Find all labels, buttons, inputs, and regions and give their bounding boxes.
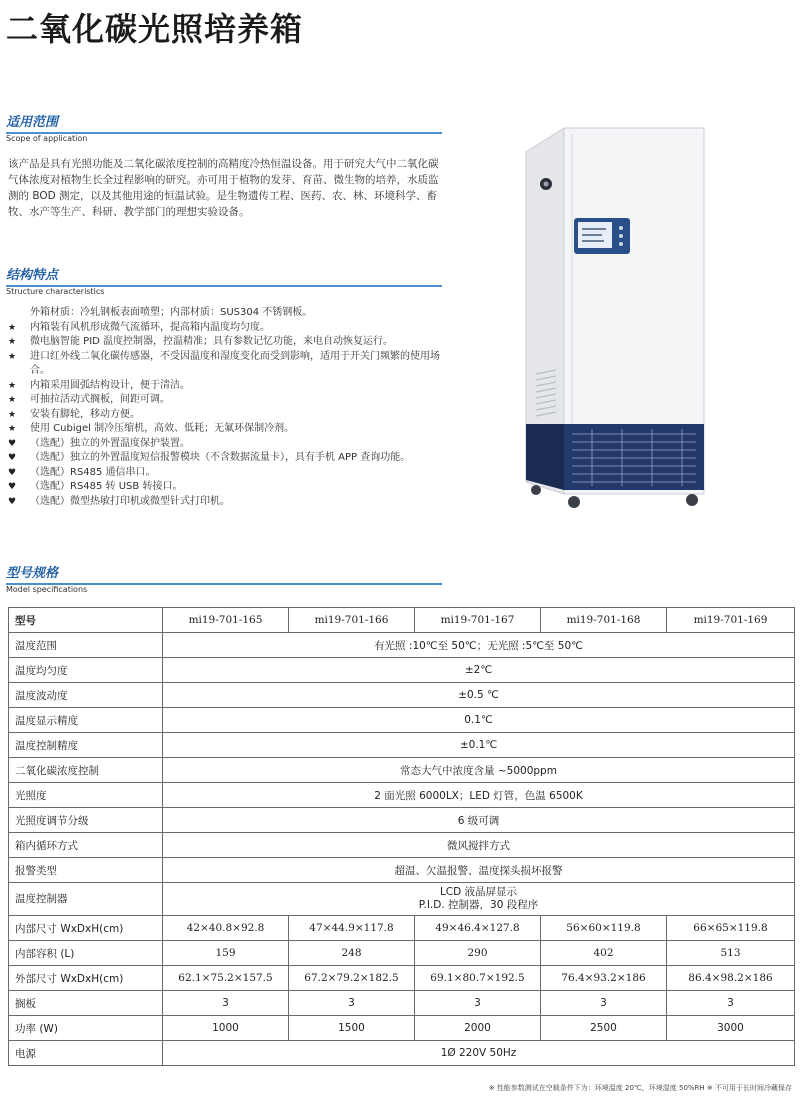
feature-text: 微电脑智能 PID 温度控制器，控温精准；具有参数记忆功能，来电自动恢复运行。: [30, 336, 394, 347]
feature-marker: [8, 306, 30, 321]
feature-item: [8, 321, 440, 336]
feature-item: [8, 408, 440, 423]
feature-text: （选配）独立的外置温度短信报警模块（不含数据流量卡），具有手机 APP 查询功能。: [30, 452, 411, 463]
caster-wheel-icon: [686, 494, 698, 506]
row-value: [163, 883, 795, 916]
table-row: [9, 991, 795, 1016]
feature-text: 可抽拉活动式搁板，间距可调。: [30, 394, 170, 405]
row-value: 6 级可调: [163, 808, 795, 833]
table-cell: 47×44.9×117.8: [289, 916, 415, 941]
table-row: [9, 833, 795, 858]
row-label: 箱内循环方式: [9, 833, 163, 858]
feature-item: [8, 335, 440, 350]
scope-heading: 适用范围: [6, 115, 59, 130]
row-value: 2 面光照 6000LX；LED 灯管，色温 6500K: [163, 783, 795, 808]
table-row: [9, 1016, 795, 1041]
table-cell: 67.2×79.2×182.5: [289, 966, 415, 991]
table-cell: 290: [415, 941, 541, 966]
model-column-header: mi19-701-165: [163, 608, 289, 633]
scope-section-header: [6, 115, 442, 144]
row-value-line: P.I.D. 控制器，30 段程序: [418, 899, 539, 911]
table-row: [9, 808, 795, 833]
model-column-header: mi19-701-166: [289, 608, 415, 633]
table-cell: 56×60×119.8: [541, 916, 667, 941]
table-cell: 3000: [667, 1016, 795, 1041]
feature-item: [8, 437, 440, 452]
feature-list: [8, 306, 440, 509]
feature-item: [8, 393, 440, 408]
scope-description: 该产品是具有光照功能及二氧化碳浓度控制的高精度冷热恒温设备。用于研究大气中二氧化碳气体浓度对植物生长全过程影响的研究。亦可用于植物的发芽、育苗、微生物的培养，水质监测的 BOD 测定，以及其他用途的恒温试验。是生物遗传工程、医药、农、林、环境科学、畜牧、水产等生产、科研、教学部门的理想实验设备。: [8, 158, 439, 218]
incubator-product-image: [512, 124, 742, 514]
feature-item: [8, 495, 440, 510]
table-row: [9, 708, 795, 733]
structure-heading: 结构特点: [6, 268, 59, 283]
row-label: 功率 (W): [9, 1016, 163, 1041]
structure-section-header: [6, 268, 442, 297]
row-value-line: LCD 液晶屏显示: [439, 886, 518, 898]
table-cell: 42×40.8×92.8: [163, 916, 289, 941]
table-cell: 1000: [163, 1016, 289, 1041]
table-cell: 2000: [415, 1016, 541, 1041]
table-cell: 76.4×93.2×186: [541, 966, 667, 991]
row-label: 外部尺寸 WxDxH(cm): [9, 966, 163, 991]
table-cell: 3: [667, 991, 795, 1016]
model-column-header: mi19-701-168: [541, 608, 667, 633]
table-cell: 69.1×80.7×192.5: [415, 966, 541, 991]
row-label: 光照度调节分级: [9, 808, 163, 833]
row-value: 微风搅拌方式: [163, 833, 795, 858]
model-column-header: mi19-701-167: [415, 608, 541, 633]
row-label: 温度显示精度: [9, 708, 163, 733]
table-row: [9, 733, 795, 758]
table-cell: 66×65×119.8: [667, 916, 795, 941]
row-value: ±0.5 ℃: [163, 683, 795, 708]
scope-heading-en: Scope of application: [6, 134, 88, 143]
row-value: ±2℃: [163, 658, 795, 683]
row-label: 温度控制器: [9, 883, 163, 916]
feature-text: 安装有脚轮，移动方便。: [30, 408, 140, 420]
feature-text: 内箱采用圆弧结构设计，便于清洁。: [30, 379, 190, 391]
spec-heading: 型号规格: [6, 566, 59, 581]
star-icon: ★: [8, 380, 17, 391]
table-row: [9, 916, 795, 941]
row-label: 电源: [9, 1041, 163, 1066]
row-value: 0.1℃: [163, 708, 795, 733]
row-value: 常态大气中浓度含量 ~5000ppm: [163, 758, 795, 783]
table-row: [9, 858, 795, 883]
feature-text: 外箱材质：冷轧钢板表面喷塑；内部材质：SUS304 不锈钢板。: [30, 307, 313, 318]
table-row: [9, 633, 795, 658]
table-cell: 159: [163, 941, 289, 966]
table-row: [9, 1041, 795, 1066]
feature-item: [8, 451, 440, 466]
footnote: ※ 性能参数测试在空载条件下为：环境温度 20℃，环境湿度 50%RH ※ 不可用于长时间冷藏保存: [488, 1084, 792, 1092]
spec-heading-en: Model specifications: [6, 585, 88, 594]
table-cell: 513: [667, 941, 795, 966]
table-cell: 3: [163, 991, 289, 1016]
table-row: [9, 783, 795, 808]
heart-icon: ♥: [8, 482, 17, 492]
heart-icon: ♥: [8, 467, 17, 478]
row-label: 温度范围: [9, 633, 163, 658]
star-icon: ★: [8, 424, 17, 434]
star-icon: ★: [8, 337, 17, 347]
star-icon: ★: [8, 351, 17, 362]
feature-item: [8, 422, 440, 437]
feature-text: 进口红外线二氧化碳传感器，不受因温度和湿度变化而受到影响，适用于开关门频繁的使用场合。: [30, 350, 440, 376]
feature-item: [8, 306, 440, 321]
table-cell: 2500: [541, 1016, 667, 1041]
table-cell: 49×46.4×127.8: [415, 916, 541, 941]
table-cell: 86.4×98.2×186: [667, 966, 795, 991]
table-row: [9, 658, 795, 683]
star-icon: ★: [8, 322, 17, 333]
heart-icon: ♥: [8, 453, 17, 463]
table-cell: 3: [289, 991, 415, 1016]
table-row: [9, 941, 795, 966]
row-value: ±0.1℃: [163, 733, 795, 758]
table-cell: 1500: [289, 1016, 415, 1041]
table-row: [9, 883, 795, 916]
feature-item: [8, 379, 440, 394]
row-label: 光照度: [9, 783, 163, 808]
structure-heading-en: Structure characteristics: [6, 287, 105, 296]
feature-item: [8, 466, 440, 481]
model-column-header: mi19-701-169: [667, 608, 795, 633]
table-header-row: [9, 608, 795, 633]
table-cell: 3: [541, 991, 667, 1016]
feature-text: （选配）RS485 通信串口。: [30, 466, 156, 478]
table-row: [9, 758, 795, 783]
row-label: 搁板: [9, 991, 163, 1016]
feature-text: （选配）RS485 转 USB 转接口。: [30, 481, 183, 492]
table-row: [9, 966, 795, 991]
row-label: 报警类型: [9, 858, 163, 883]
feature-text: 内箱装有风机形成微气流循环，提高箱内温度均匀度。: [30, 321, 270, 333]
row-label: 温度控制精度: [9, 733, 163, 758]
feature-text: 使用 Cubigel 制冷压缩机，高效、低耗；无氟环保制冷剂。: [30, 423, 295, 434]
feature-item: [8, 350, 440, 379]
heart-icon: ♥: [8, 496, 17, 507]
row-value: 1Ø 220V 50Hz: [163, 1041, 795, 1066]
row-label: 内部容积 (L): [9, 941, 163, 966]
star-icon: ★: [8, 409, 17, 420]
row-label: 内部尺寸 WxDxH(cm): [9, 916, 163, 941]
caster-wheel-icon: [531, 485, 541, 495]
header-model-label: 型号: [9, 608, 163, 633]
row-label: 二氧化碳浓度控制: [9, 758, 163, 783]
table-cell: 248: [289, 941, 415, 966]
row-label: 温度均匀度: [9, 658, 163, 683]
spec-section-header: [6, 566, 442, 595]
table-row: [9, 683, 795, 708]
row-value: 有光照 :10℃至 50℃；无光照 :5℃至 50℃: [163, 633, 795, 658]
spec-table: [8, 607, 795, 1066]
table-cell: 62.1×75.2×157.5: [163, 966, 289, 991]
feature-text: （选配）微型热敏打印机或微型针式打印机。: [30, 495, 230, 507]
page-title: 二氧化碳光照培养箱: [6, 10, 304, 48]
feature-text: （选配）独立的外置温度保护装置。: [30, 437, 190, 449]
table-cell: 3: [415, 991, 541, 1016]
feature-item: [8, 480, 440, 495]
table-cell: 402: [541, 941, 667, 966]
row-label: 温度波动度: [9, 683, 163, 708]
row-value: 超温、欠温报警、温度探头损坏报警: [163, 858, 795, 883]
heart-icon: ♥: [8, 438, 17, 449]
caster-wheel-icon: [568, 496, 580, 508]
star-icon: ★: [8, 395, 17, 405]
